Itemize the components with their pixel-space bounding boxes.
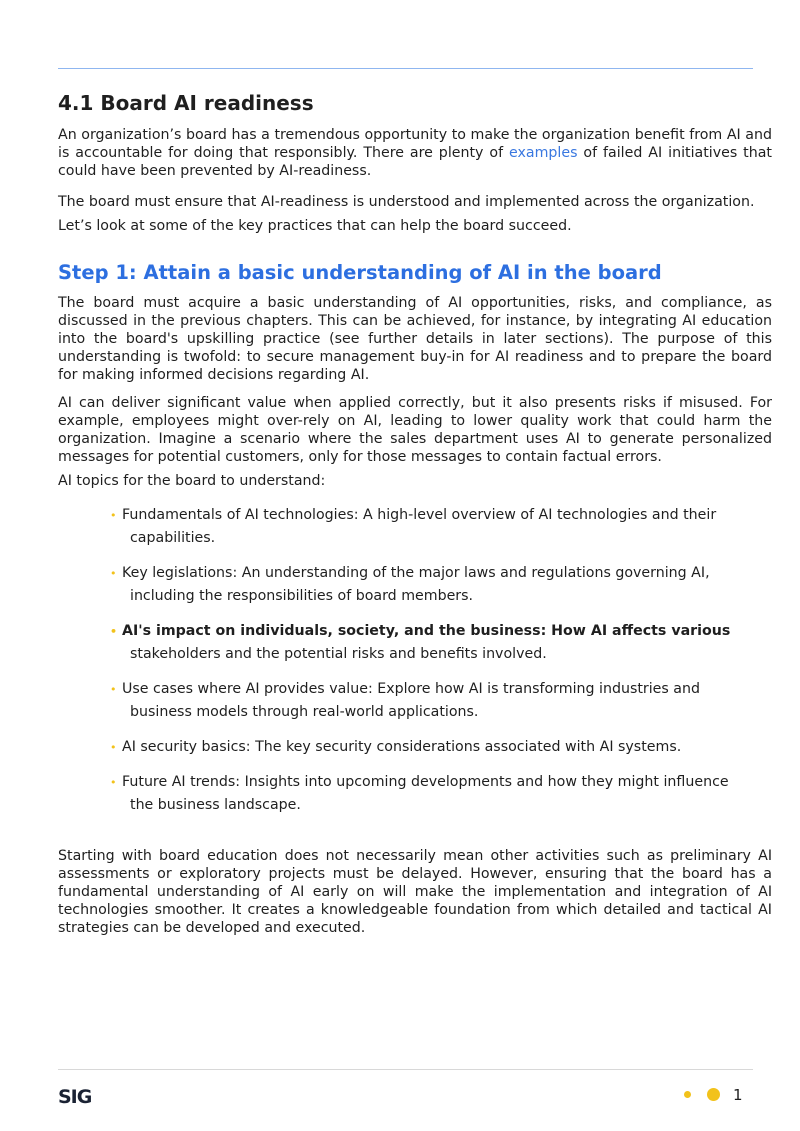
ai-readiness-paragraph: The board must ensure that AI-readiness is understood and implemented across the organization. Let’s look at some of the key practices that can help the board succeed. (58, 194, 755, 234)
list-item (110, 620, 772, 666)
section-title: 4.1 Board AI readiness (58, 91, 314, 115)
list-item (110, 562, 772, 608)
closing-paragraph: Starting with board education does not necessarily mean other activities such as preliminary AI assessments or exploratory projects must be delayed. However, ensuring that the board has a fundamental understanding of AI early on will make the implementation and integration of AI technologies smoother. It creates a knowledgeable foundation from which detailed and tactical AI strategies can be developed and executed. (58, 848, 772, 936)
intro-text-start: An organization’s board has a tremendous opportunity to make the organization benefit from AI and is accountable for doing that responsibly. There are plenty of (58, 127, 772, 161)
bullet-dot-icon: • (110, 683, 117, 696)
topics-list (58, 504, 772, 817)
topic-line: Future AI trends: Insights into upcoming developments and how they might influence (122, 774, 729, 790)
topic-line: Key legislations: An understanding of the major laws and regulations governing AI, (122, 565, 710, 581)
document-body (58, 90, 772, 947)
list-item (110, 678, 772, 724)
topic-line: Fundamentals of AI technologies: A high-level overview of AI technologies and their (122, 507, 717, 523)
topic-line: AI's impact on individuals, society, and the business: How AI affects various (122, 623, 731, 639)
topic-line-continued: including the responsibilities of board members. (130, 588, 474, 604)
list-item (110, 736, 772, 759)
bullet-dot-icon: • (110, 741, 117, 754)
small-dot-icon (684, 1091, 691, 1098)
topic-line-continued: stakeholders and the potential risks and benefits involved. (130, 646, 547, 662)
intro-paragraph (58, 126, 772, 180)
bullet-dot-icon: • (110, 776, 117, 789)
sig-logo: SIG (58, 1086, 92, 1108)
list-item (110, 771, 772, 817)
topic-line: AI security basics: The key security considerations associated with AI systems. (122, 739, 682, 755)
bullet-dot-icon: • (110, 567, 117, 580)
step1-heading: Step 1: Attain a basic understanding of AI in the board (58, 261, 662, 284)
list-item (110, 504, 772, 550)
bullet-dot-icon: • (110, 625, 118, 638)
ai-value-paragraph: AI can deliver significant value when applied correctly, but it also presents risks if misused. For example, employees might over-rely on AI, leading to lower quality work that could harm the organization. Imagine a scenario where the sales department uses AI to generate personalized messages for potential customers, only for those messages to contain factual errors. (58, 395, 772, 465)
top-divider (58, 68, 753, 69)
topic-line-continued: capabilities. (130, 530, 216, 546)
intro-text-end: of failed AI initiatives that could have been prevented by AI-readiness. (58, 145, 772, 179)
topic-line-continued: the business landscape. (130, 797, 301, 813)
topic-line-continued: business models through real-world applications. (130, 704, 479, 720)
step1-paragraph: The board must acquire a basic understanding of AI opportunities, risks, and compliance, as discussed in the previous chapters. This can be achieved, for instance, by integrating AI education into the board's upskilling practice (see further details in later sections). The purpose of this understanding is twofold: to secure management buy-in for AI readiness and to prepare the board for making informed decisions regarding AI. (58, 295, 772, 383)
bullet-dot-icon: • (110, 509, 117, 522)
topics-intro: AI topics for the board to understand: (58, 473, 326, 489)
footer-divider (58, 1069, 753, 1070)
page-number: 1 (733, 1086, 743, 1104)
topic-line: Use cases where AI provides value: Explore how AI is transforming industries and (122, 681, 700, 697)
examples-link[interactable]: examples (509, 145, 578, 161)
large-dot-icon (707, 1088, 720, 1101)
